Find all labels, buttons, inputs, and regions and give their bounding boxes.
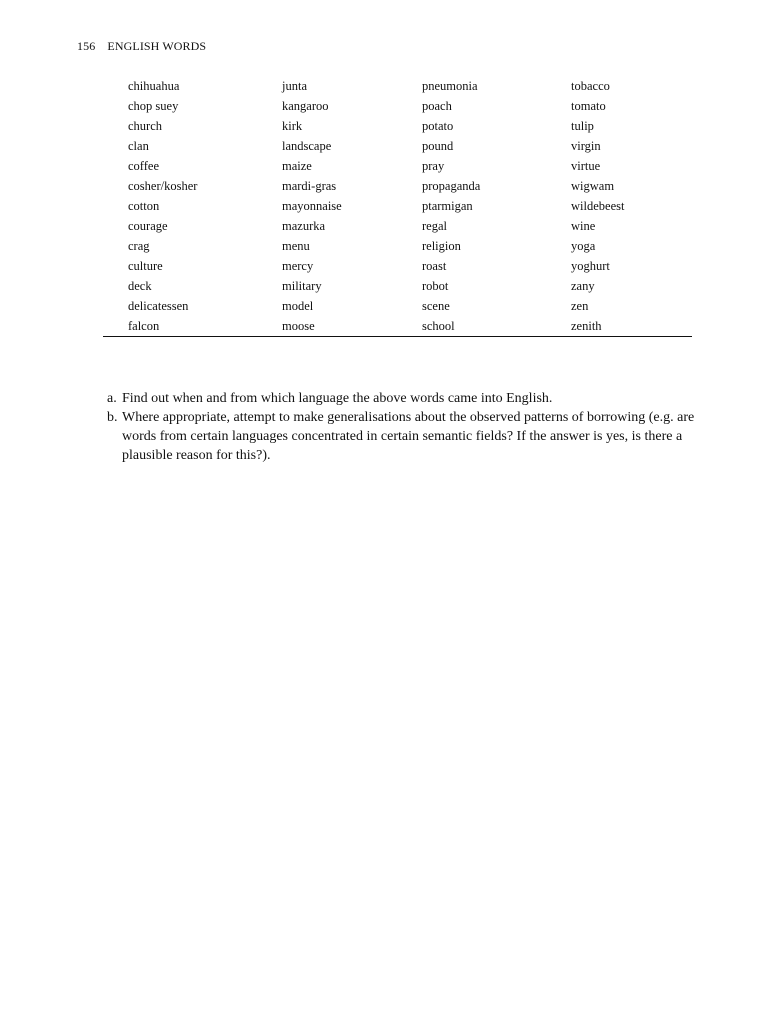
word-cell: mercy (282, 259, 314, 273)
word-cell: tobacco (571, 79, 610, 93)
table-row (103, 116, 692, 136)
word-cell: yoga (571, 239, 596, 253)
word-cell: menu (282, 239, 310, 253)
table-row (103, 136, 692, 156)
exercise-list (107, 389, 699, 465)
word-cell: religion (422, 239, 461, 253)
word-list-body (103, 76, 692, 337)
word-cell: mazurka (282, 219, 326, 233)
word-cell: potato (422, 119, 454, 133)
word-cell: crag (128, 239, 150, 253)
word-cell: culture (128, 259, 163, 273)
table-row (103, 316, 692, 337)
word-cell: cosher/kosher (128, 179, 198, 193)
word-cell: ptarmigan (422, 199, 473, 213)
table-row (103, 96, 692, 116)
word-cell: zen (571, 299, 589, 313)
word-list-table (103, 76, 692, 337)
word-cell: zenith (571, 316, 692, 337)
word-cell: roast (422, 259, 447, 273)
word-cell: courage (128, 219, 168, 233)
table-row (103, 196, 692, 216)
word-cell: falcon (103, 316, 282, 337)
word-cell: virtue (571, 159, 601, 173)
word-cell: cotton (128, 199, 160, 213)
word-cell: kangaroo (282, 99, 329, 113)
word-cell: tulip (571, 119, 594, 133)
table-row (103, 176, 692, 196)
word-cell: military (282, 279, 322, 293)
word-cell: church (128, 119, 163, 133)
word-cell: landscape (282, 139, 332, 153)
word-cell: robot (422, 279, 449, 293)
word-cell: deck (128, 279, 152, 293)
running-title: ENGLISH WORDS (107, 39, 207, 53)
word-cell: maize (282, 159, 312, 173)
word-cell: clan (128, 139, 149, 153)
word-cell: regal (422, 219, 447, 233)
word-cell: wine (571, 219, 596, 233)
word-cell: poach (422, 99, 452, 113)
exercise-item-text: Find out when and from which language the above words came into English. (122, 391, 553, 406)
table-row (103, 296, 692, 316)
word-cell: tomato (571, 99, 606, 113)
exercise-item-marker: a. (107, 391, 117, 406)
word-cell: yoghurt (571, 259, 610, 273)
word-cell: coffee (128, 159, 159, 173)
page-number: 156 (77, 39, 96, 53)
word-cell: kirk (282, 119, 303, 133)
word-cell: mayonnaise (282, 199, 342, 213)
word-cell: chihuahua (128, 79, 180, 93)
exercise-item-text: Where appropriate, attempt to make generalisations about the observed patterns of borrowing (e.g. are words from certain languages concentrated in certain semantic fields? If the answer is yes, is there a plausible reason for this?). (122, 410, 695, 463)
word-cell: zany (571, 279, 595, 293)
word-cell: mardi-gras (282, 179, 337, 193)
word-cell: junta (282, 79, 307, 93)
table-row (103, 216, 692, 236)
word-cell: scene (422, 299, 450, 313)
word-cell: model (282, 299, 314, 313)
exercise-item (107, 389, 699, 408)
table-row (103, 156, 692, 176)
running-header (77, 39, 206, 54)
word-cell: propaganda (422, 179, 481, 193)
table-row (103, 276, 692, 296)
word-cell: moose (282, 316, 422, 337)
word-cell: pray (422, 159, 445, 173)
word-cell: virgin (571, 139, 601, 153)
word-cell: school (422, 316, 571, 337)
table-row (103, 236, 692, 256)
exercise-item-marker: b. (107, 410, 118, 425)
table-row (103, 76, 692, 96)
table-row (103, 256, 692, 276)
word-cell: pneumonia (422, 79, 478, 93)
word-cell: chop suey (128, 99, 179, 113)
exercise-item (107, 408, 699, 465)
word-cell: wildebeest (571, 199, 625, 213)
word-cell: delicatessen (128, 299, 189, 313)
word-cell: pound (422, 139, 454, 153)
word-cell: wigwam (571, 179, 615, 193)
